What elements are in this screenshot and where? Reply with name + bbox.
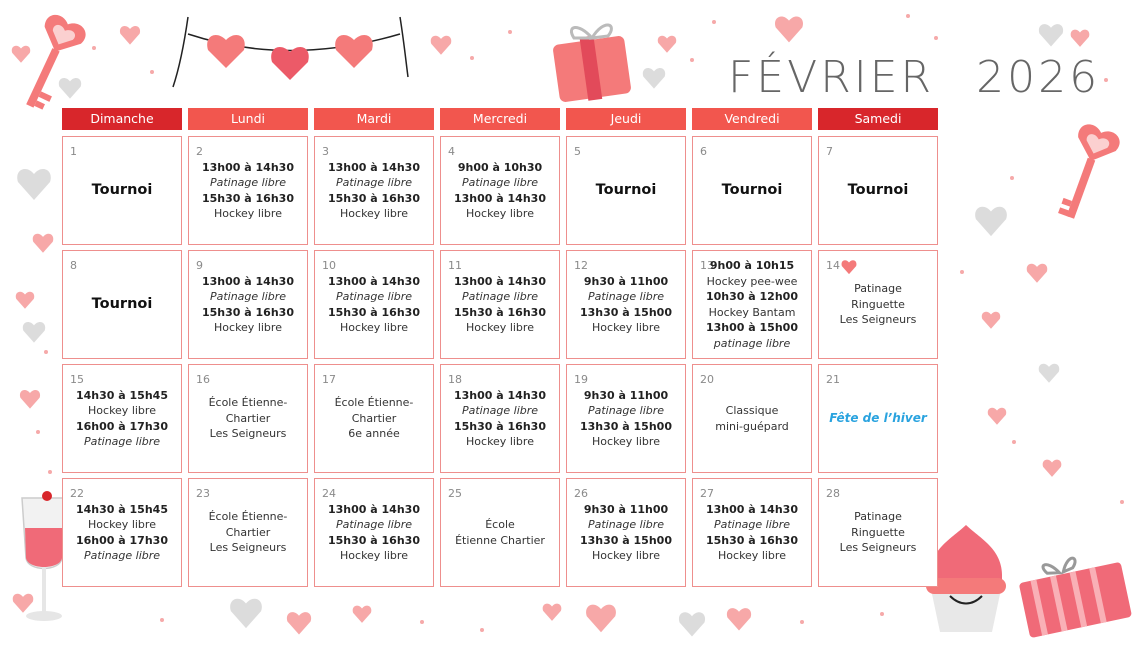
day-cell[interactable] (440, 136, 560, 245)
day-cell[interactable] (818, 136, 938, 245)
day-number: 7 (826, 145, 833, 158)
weekday-header-6: Samedi (818, 108, 938, 130)
event-line: 9h30 à 11h00 (583, 502, 669, 516)
day-cell[interactable] (566, 136, 686, 245)
week-row (62, 136, 944, 245)
day-cell[interactable] (692, 136, 812, 245)
day-cell[interactable] (440, 250, 560, 359)
event-line: 10h30 à 12h00 (706, 290, 798, 303)
event-line: Hockey libre (466, 435, 534, 448)
day-cell[interactable] (188, 136, 308, 245)
day-cell[interactable] (566, 250, 686, 359)
event-line: 13h00 à 14h30 (328, 160, 420, 174)
week-row (62, 478, 944, 587)
day-cell[interactable] (818, 364, 938, 473)
event-line: 13h00 à 14h30 (454, 274, 546, 288)
event-line: 13h00 à 14h30 (328, 274, 420, 288)
day-cell[interactable] (188, 478, 308, 587)
event-line: École Étienne- (208, 396, 288, 410)
event-line: Classique (725, 404, 779, 417)
event-line: Hockey libre (214, 321, 282, 334)
event-line: Patinage libre (335, 176, 413, 189)
day-cell[interactable] (314, 478, 434, 587)
event-line: École Étienne- (334, 396, 414, 410)
event-line: École Étienne- (208, 510, 288, 524)
day-number: 4 (448, 145, 455, 158)
day-number: 11 (448, 259, 462, 272)
event-line: 15h30 à 16h30 (328, 305, 420, 319)
event-line: 15h30 à 16h30 (202, 305, 294, 319)
day-number: 12 (574, 259, 588, 272)
day-content (63, 479, 181, 586)
day-number: 9 (196, 259, 203, 272)
event-line: 13h00 à 14h30 (454, 388, 546, 402)
event-line: Hockey libre (88, 518, 156, 531)
day-content (567, 137, 685, 244)
day-content (693, 365, 811, 472)
event-line: Fête de l’hiver (829, 410, 927, 425)
weekday-header-5: Vendredi (692, 108, 812, 130)
calendar-grid (62, 108, 944, 587)
event-line: Patinage libre (461, 290, 539, 303)
day-content (441, 137, 559, 244)
event-line: 13h00 à 15h00 (706, 321, 798, 334)
event-line: Hockey libre (592, 321, 660, 334)
event-line: Hockey libre (340, 549, 408, 562)
day-content (315, 137, 433, 244)
day-cell[interactable] (818, 250, 938, 359)
day-content (63, 251, 181, 358)
weekday-header-4: Jeudi (566, 108, 686, 130)
event-line: 13h00 à 14h30 (202, 274, 294, 288)
day-cell[interactable] (62, 250, 182, 359)
calendar-weeks (62, 136, 944, 587)
day-content (315, 479, 433, 586)
event-line: Tournoi (595, 181, 657, 198)
day-cell[interactable] (692, 364, 812, 473)
year-label: 2026 (976, 52, 1101, 103)
event-line: Hockey libre (718, 549, 786, 562)
event-line: Chartier (225, 411, 271, 425)
event-line: 15h30 à 16h30 (328, 533, 420, 547)
day-content (819, 137, 937, 244)
day-cell[interactable] (62, 136, 182, 245)
day-cell[interactable] (440, 364, 560, 473)
week-row (62, 250, 944, 359)
event-line: Hockey libre (340, 321, 408, 334)
day-cell[interactable] (566, 364, 686, 473)
day-content (819, 479, 937, 586)
day-cell[interactable] (62, 364, 182, 473)
weekday-header-2: Mardi (314, 108, 434, 130)
day-cell[interactable] (692, 478, 812, 587)
day-number: 5 (574, 145, 581, 158)
event-line: 15h30 à 16h30 (706, 533, 798, 547)
event-line: Patinage libre (209, 290, 287, 303)
event-line: Hockey libre (466, 207, 534, 220)
day-cell[interactable] (566, 478, 686, 587)
event-line: Hockey libre (214, 207, 282, 220)
day-content (567, 479, 685, 586)
day-number: 26 (574, 487, 588, 500)
day-number: 28 (826, 487, 840, 500)
day-content (315, 251, 433, 358)
day-cell[interactable] (314, 250, 434, 359)
day-content (315, 365, 433, 472)
day-number: 17 (322, 373, 336, 386)
day-content (567, 365, 685, 472)
event-line: Patinage (854, 282, 902, 296)
event-line: Patinage libre (209, 176, 287, 189)
day-cell[interactable] (62, 478, 182, 587)
event-line: 9h30 à 11h00 (583, 274, 669, 288)
event-line: Tournoi (721, 181, 783, 198)
day-content (693, 479, 811, 586)
day-content (693, 137, 811, 244)
day-cell[interactable] (188, 364, 308, 473)
event-line: Étienne Chartier (455, 533, 545, 547)
event-line: 15h30 à 16h30 (202, 191, 294, 205)
weekday-header-1: Lundi (188, 108, 308, 130)
event-line: Patinage libre (587, 518, 665, 531)
day-content (63, 365, 181, 472)
day-cell[interactable] (818, 478, 938, 587)
event-line: 9h00 à 10h30 (457, 160, 543, 174)
day-content (189, 479, 307, 586)
event-line: Les Seigneurs (209, 427, 287, 441)
day-content (189, 251, 307, 358)
event-line: Patinage (854, 510, 902, 524)
event-line: 14h30 à 15h45 (76, 388, 168, 402)
event-line: Hockey libre (592, 435, 660, 448)
event-line: Les Seigneurs (839, 541, 917, 555)
event-line: Patinage libre (83, 549, 161, 562)
day-cell[interactable] (314, 136, 434, 245)
day-content (441, 479, 559, 586)
day-number: 21 (826, 373, 840, 386)
day-number: 18 (448, 373, 462, 386)
event-line: 16h00 à 17h30 (76, 419, 168, 433)
event-line: Chartier (351, 411, 397, 425)
day-content (189, 365, 307, 472)
weekday-header-3: Mercredi (440, 108, 560, 130)
day-number: 1 (70, 145, 77, 158)
event-line: Hockey libre (340, 207, 408, 220)
event-line: Patinage libre (335, 518, 413, 531)
event-line: Hockey pee-wee (706, 274, 798, 288)
event-line: 13h30 à 15h00 (580, 419, 672, 433)
day-number: 10 (322, 259, 336, 272)
day-cell[interactable] (188, 250, 308, 359)
day-number: 23 (196, 487, 210, 500)
week-row (62, 364, 944, 473)
event-line: Tournoi (847, 181, 909, 198)
event-line: Patinage libre (461, 404, 539, 417)
event-line: École (485, 518, 515, 531)
day-number: 2 (196, 145, 203, 158)
event-line: mini-guépard (715, 419, 789, 433)
day-number: 3 (322, 145, 329, 158)
day-content (63, 137, 181, 244)
day-number: 16 (196, 373, 210, 386)
event-line: Hockey Bantam (708, 305, 796, 319)
month-label: FÉVRIER (728, 52, 935, 103)
event-line: Hockey libre (466, 321, 534, 334)
day-content (819, 251, 937, 358)
event-line: patinage libre (713, 336, 791, 350)
day-number: 6 (700, 145, 707, 158)
day-number: 27 (700, 487, 714, 500)
event-line: Les Seigneurs (209, 541, 287, 555)
day-cell[interactable] (692, 250, 812, 359)
weekday-header-0: Dimanche (62, 108, 182, 130)
calendar-title (728, 52, 1100, 103)
day-number: 19 (574, 373, 588, 386)
event-line: Tournoi (91, 295, 153, 312)
event-line: 13h30 à 15h00 (580, 533, 672, 547)
day-number: 22 (70, 487, 84, 500)
event-line: Patinage libre (83, 435, 161, 448)
day-content (567, 251, 685, 358)
day-content (441, 365, 559, 472)
event-line: 14h30 à 15h45 (76, 502, 168, 516)
event-line: 13h00 à 14h30 (706, 502, 798, 516)
day-content (189, 137, 307, 244)
event-line: Les Seigneurs (839, 313, 917, 327)
day-number: 14 (826, 259, 840, 272)
event-line: Hockey libre (592, 549, 660, 562)
weekday-header (62, 108, 944, 130)
event-line: 15h30 à 16h30 (454, 305, 546, 319)
event-line: 6e année (348, 427, 400, 441)
event-line: 16h00 à 17h30 (76, 533, 168, 547)
day-cell[interactable] (440, 478, 560, 587)
event-line: 13h00 à 14h30 (328, 502, 420, 516)
day-number: 20 (700, 373, 714, 386)
event-line: Patinage libre (713, 518, 791, 531)
event-line: Ringuette (851, 525, 905, 539)
event-line: 13h30 à 15h00 (580, 305, 672, 319)
event-line: 13h00 à 14h30 (202, 160, 294, 174)
day-content (693, 251, 811, 358)
event-line: Chartier (225, 525, 271, 539)
event-line: Patinage libre (335, 290, 413, 303)
event-line: Patinage libre (587, 290, 665, 303)
day-number: 8 (70, 259, 77, 272)
day-number: 24 (322, 487, 336, 500)
event-line: Hockey libre (88, 404, 156, 417)
day-content (819, 365, 937, 472)
event-line: 9h30 à 11h00 (583, 388, 669, 402)
event-line: Patinage libre (587, 404, 665, 417)
day-cell[interactable] (314, 364, 434, 473)
event-line: 9h00 à 10h15 (709, 259, 795, 272)
day-number: 25 (448, 487, 462, 500)
event-line: 15h30 à 16h30 (454, 419, 546, 433)
event-line: 15h30 à 16h30 (328, 191, 420, 205)
day-content (441, 251, 559, 358)
event-line: Ringuette (851, 297, 905, 311)
event-line: Tournoi (91, 181, 153, 198)
event-line: Patinage libre (461, 176, 539, 189)
day-number: 15 (70, 373, 84, 386)
event-line: 13h00 à 14h30 (454, 191, 546, 205)
day-number: 13 (700, 259, 714, 272)
